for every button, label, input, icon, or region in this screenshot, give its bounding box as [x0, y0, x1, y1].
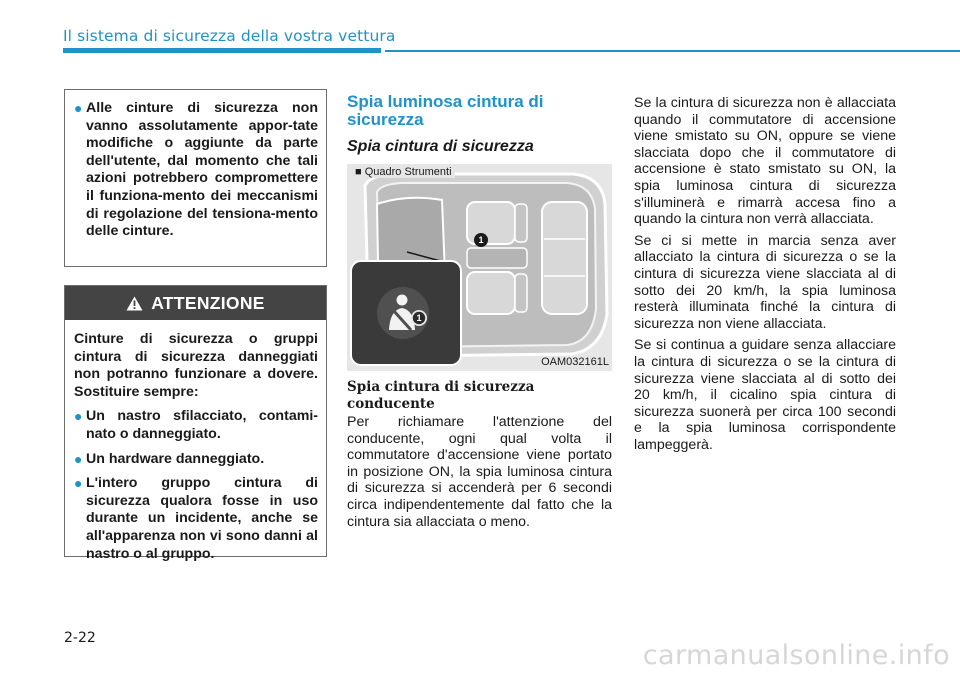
- right-column: [634, 95, 896, 458]
- warning-item: [74, 475, 318, 563]
- body-paragraph: Se si continua a guidare senza allacciare la cintura di sicurezza o se la cintura di sicurezza viene slacciata al di sotto dei 20 km/h, il cicalino spia cintura di sicurezza suonerà per circa 100 secondi e la spia luminosa corrispondente lampeggerà.: [634, 337, 896, 453]
- page-number: 2-22: [64, 630, 96, 646]
- bullet-icon: ●: [74, 408, 83, 425]
- warning-heading: ATTENZIONE: [151, 292, 265, 313]
- section-title: Spia luminosa cintura di sicurezza: [347, 92, 544, 129]
- body-paragraph: Se la cintura di sicurezza non è allacciata quando il commutatore di accensione viene smistato su ON, oppure se viene slacciata dopo che il commutatore di accensione è stato smistato su ON, la spia luminosa cintura di sicurezza s'illuminerà e rimarrà accesa fino a quando la cintura non verrà allacciata.: [634, 95, 896, 228]
- callout-number: 1: [478, 235, 484, 245]
- note-box: [64, 89, 327, 267]
- bullet-icon: ●: [74, 450, 83, 467]
- caption-paragraph: Per richiamare l'attenzione del conducente, ogni qual volta il commutatore d'accensione viene portato in posizione ON, la spia luminosa cintura di sicurezza si accenderà per 6 secondi circa indipendentemente dal fatto che la cintura sia allacciata o meno.: [347, 414, 612, 530]
- warning-item-text: L'intero gruppo cintura di sicurezza qualora fosse in uso durante un incidente, anche se all'apparenza non vi sono danni al nastro o al gruppo.: [86, 475, 318, 562]
- figure-label: ■ Quadro Strumenti: [355, 166, 455, 178]
- warning-item-text: Un hardware danneggiato.: [86, 450, 265, 467]
- caption-body: [347, 414, 612, 535]
- warning-item: [74, 451, 318, 469]
- header-rule-thick: [63, 48, 381, 53]
- warning-intro: Cinture di sicurezza o gruppi cintura di sicurezza danneggiati non potranno funzionare a dovere. Sostituire sempre:: [74, 331, 318, 400]
- section-subtitle: Spia cintura di sicurezza: [347, 138, 534, 155]
- warning-item: [74, 408, 318, 443]
- warning-triangle-icon: [126, 296, 143, 311]
- watermark: carmanualsonline.info: [642, 640, 950, 671]
- bullet-icon: ●: [74, 100, 83, 116]
- body-paragraph: Se ci si mette in marcia senza aver allacciato la cintura di sicurezza o se la cintura di sicurezza viene slacciata al di sotto dei 20 km/h, la spia luminosa resterà illuminata finché la cintura di sicurezza non viene allacciata.: [634, 232, 896, 332]
- note-item: [74, 100, 318, 241]
- warning-header: [65, 286, 326, 320]
- bullet-icon: ●: [74, 475, 83, 492]
- caption-title: Spia cintura di sicurezza conducente: [347, 379, 535, 412]
- figure-code: OAM032161L: [541, 356, 609, 368]
- warning-box: [64, 285, 327, 562]
- instrument-cluster-figure: [347, 164, 612, 371]
- note-item-text: Alle cinture di sicurezza non vanno assolutamente appor-tate modifiche o aggiunte da parte dell'utente, dal momento che tali azioni potrebbero compromettere il funziona-mento dei meccanismi di regolazione del tensiona-mento delle cinture.: [86, 100, 318, 240]
- car-interior-illustration: [347, 164, 612, 371]
- warning-item-text: Un nastro sfilacciato, contami-nato o danneggiato.: [86, 408, 318, 442]
- header-rule-thin: [385, 50, 960, 52]
- callout-number-zoom: 1: [416, 313, 422, 323]
- chapter-title: Il sistema di sicurezza della vostra vettura: [63, 27, 396, 45]
